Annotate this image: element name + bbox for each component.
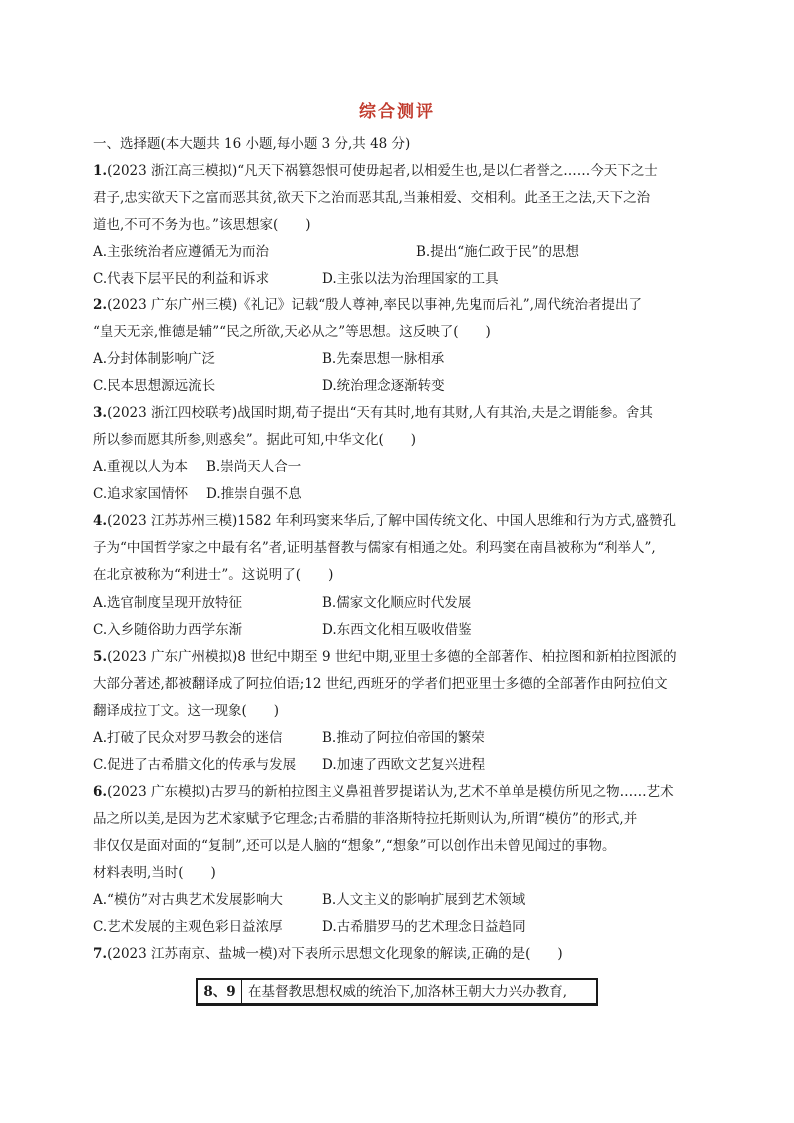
question-number: 6. xyxy=(93,784,108,800)
question-5-line-2: 大部分著述,都被翻译成了阿拉伯语;12 世纪,西班牙的学者们把亚里士多德的全部著作由阿拉伯文 xyxy=(93,676,668,692)
option-c[interactable]: C.民本思想源远流长 xyxy=(93,378,216,394)
question-text: (2023 广东模拟)古罗马的新柏拉图主义鼻祖普罗提诺认为,艺术不单单是模仿所见之物……艺术 xyxy=(107,784,674,800)
question-6-line-1 xyxy=(93,783,674,801)
option-b[interactable]: B.人文主义的影响扩展到艺术领域 xyxy=(322,892,526,908)
page-title: 综合测评 xyxy=(359,102,435,122)
option-c[interactable]: C.艺术发展的主观色彩日益浓厚 xyxy=(93,919,283,935)
question-5-line-1 xyxy=(93,648,677,666)
section-heading: 一、选择题(本大题共 16 小题,每小题 3 分,共 48 分) xyxy=(93,136,411,152)
option-c[interactable]: C.追求家国情怀 xyxy=(93,486,189,502)
option-b[interactable]: B.推动了阿拉伯帝国的繁荣 xyxy=(322,730,485,746)
option-c[interactable]: C.代表下层平民的利益和诉求 xyxy=(93,271,270,287)
question-number: 5. xyxy=(93,649,108,665)
question-number: 1. xyxy=(93,163,108,179)
question-2-line-2: “皇天无亲,惟德是辅”“民之所欲,天必从之”等思想。这反映了( ) xyxy=(93,324,491,340)
option-a[interactable]: A.分封体制影响广泛 xyxy=(93,351,216,367)
option-a[interactable]: A.主张统治者应遵循无为而治 xyxy=(93,244,270,260)
option-a[interactable]: A.“模仿”对古典艺术发展影响大 xyxy=(93,892,283,908)
option-d[interactable]: D.东西文化相互吸收借鉴 xyxy=(322,622,472,638)
question-4-line-2: 子为“中国哲学家之中最有名”者,证明基督教与儒家有相通之处。利玛窦在南昌被称为“利举人”, xyxy=(93,540,656,556)
option-b[interactable]: B.儒家文化顺应时代发展 xyxy=(322,595,472,611)
data-table xyxy=(196,978,598,1006)
question-text: (2023 江苏南京、盐城一模)对下表所示思想文化现象的解读,正确的是( ) xyxy=(107,946,563,962)
question-1-line-3: 道也,不可不务为也。”该思想家( ) xyxy=(93,217,311,233)
option-a[interactable]: A.重视以人为本 xyxy=(93,459,189,475)
question-6-line-2: 品之所以美,是因为艺术家赋予它理念;古希腊的菲洛斯特拉托斯则认为,所谓“模仿”的形式,并 xyxy=(93,811,638,827)
option-d[interactable]: D.推崇自强不息 xyxy=(206,486,302,502)
option-d[interactable]: D.主张以法为治理国家的工具 xyxy=(322,271,499,287)
question-number: 3. xyxy=(93,405,108,421)
question-number: 4. xyxy=(93,513,108,529)
question-number: 2. xyxy=(93,297,108,313)
question-4-line-1 xyxy=(93,512,676,530)
question-2-line-1 xyxy=(93,296,642,314)
option-d[interactable]: D.古希腊罗马的艺术理念日益趋同 xyxy=(322,919,526,935)
option-a[interactable]: A.选官制度呈现开放特征 xyxy=(93,595,243,611)
option-b[interactable]: B.崇尚天人合一 xyxy=(206,459,302,475)
option-b[interactable]: B.提出“施仁政于民”的思想 xyxy=(416,244,580,260)
question-text: (2023 浙江高三模拟)“凡天下祸篡怨恨可使毋起者,以相爱生也,是以仁者誉之……今天下之士 xyxy=(107,163,658,179)
question-text: (2023 广东广州三模)《礼记》记载“殷人尊神,率民以事神,先鬼而后礼”,周代统治者提出了 xyxy=(107,297,642,313)
question-text: (2023 广东广州模拟)8 世纪中期至 9 世纪中期,亚里士多德的全部著作、柏拉图和新柏拉图派的 xyxy=(107,649,677,665)
question-4-line-3: 在北京被称为“利进士”。这说明了( ) xyxy=(93,567,334,583)
table-cell-description: 在基督教思想权威的统治下,加洛林王朝大力兴办教育, xyxy=(248,984,568,1000)
option-c[interactable]: C.促进了古希腊文化的传承与发展 xyxy=(93,757,297,773)
question-6-line-4: 材料表明,当时( ) xyxy=(93,865,216,881)
option-a[interactable]: A.打破了民众对罗马教会的迷信 xyxy=(93,730,283,746)
question-5-line-3: 翻译成拉丁文。这一现象( ) xyxy=(93,703,280,719)
question-3-line-1 xyxy=(93,404,653,422)
question-6-line-3: 非仅仅是面对面的“复制”,还可以是人脑的“想象”,“想象”可以创作出未曾见闻过的事物。 xyxy=(93,838,616,854)
option-d[interactable]: D.统治理念逐渐转变 xyxy=(322,378,445,394)
option-d[interactable]: D.加速了西欧文艺复兴进程 xyxy=(322,757,486,773)
table-cell-century: 8、9 xyxy=(198,980,242,1003)
question-3-line-2: 所以参而愿其所参,则惑矣”。据此可知,中华文化( ) xyxy=(93,432,417,448)
question-text: (2023 江苏苏州三模)1582 年利玛窦来华后,了解中国传统文化、中国人思维和行为方式,盛赞孔 xyxy=(107,513,677,529)
question-number: 7. xyxy=(93,946,108,962)
question-1-line-1 xyxy=(93,162,658,180)
question-text: (2023 浙江四校联考)战国时期,荀子提出“天有其时,地有其财,人有其治,夫是之谓能参。舍其 xyxy=(107,405,653,421)
question-1-line-2: 君子,忠实欲天下之富而恶其贫,欲天下之治而恶其乱,当兼相爱、交相利。此圣王之法,天下之治 xyxy=(93,190,651,206)
option-c[interactable]: C.入乡随俗助力西学东渐 xyxy=(93,622,243,638)
option-b[interactable]: B.先秦思想一脉相承 xyxy=(322,351,445,367)
question-7-line-1 xyxy=(93,945,563,963)
